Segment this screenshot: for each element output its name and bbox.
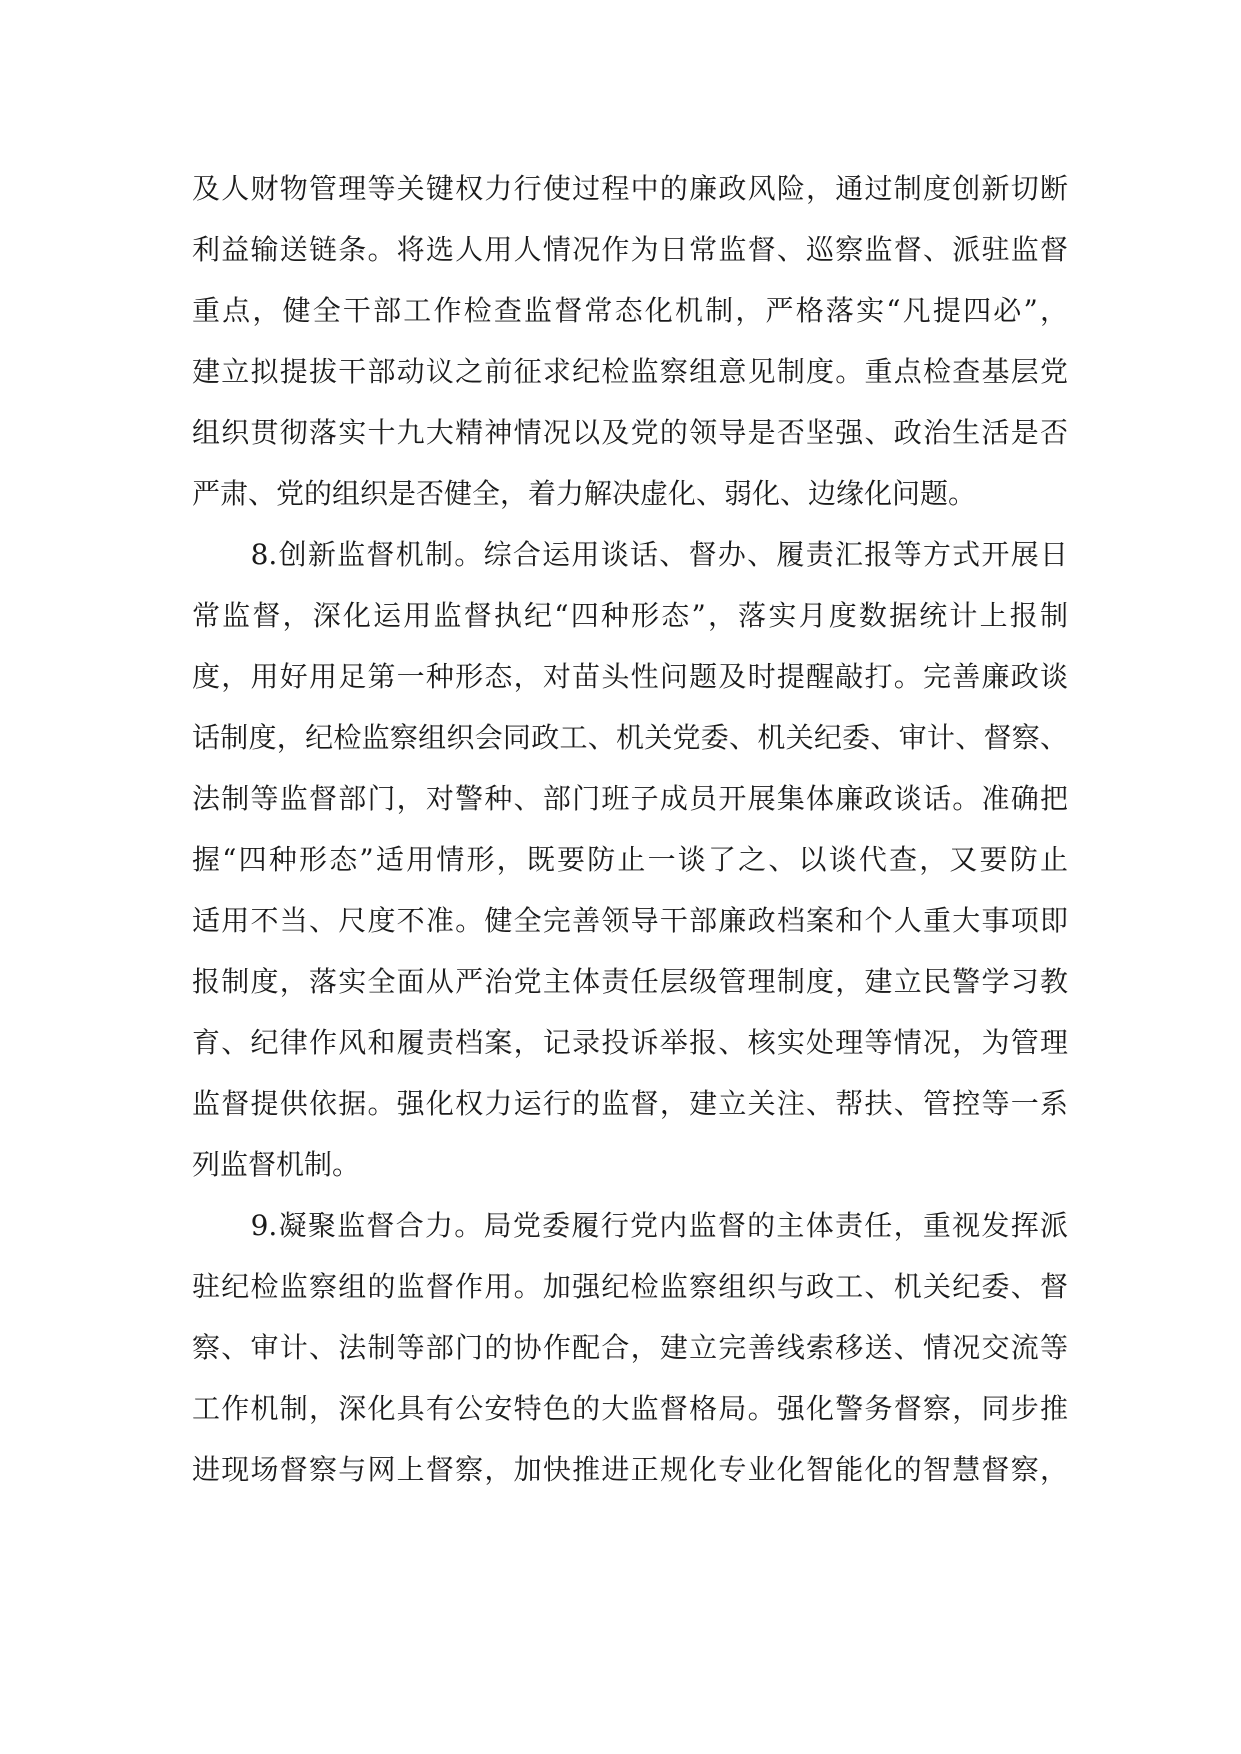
text-line: 监督提供依据。强化权力运行的监督，建立关注、帮扶、管控等一系 [192,1087,1068,1120]
text-line: 利益输送链条。将选人用人情况作为日常监督、巡察监督、派驻监督 [192,233,1068,266]
text-line: 工作机制，深化具有公安特色的大监督格局。强化警务督察，同步推 [192,1392,1068,1425]
text-line: 严肃、党的组织是否健全，着力解决虚化、弱化、边缘化问题。 [192,477,977,510]
text-line: 驻纪检监察组的监督作用。加强纪检监察组织与政工、机关纪委、督 [192,1270,1068,1303]
text-line: 进现场督察与网上督察，加快推进正规化专业化智能化的智慧督察， [192,1453,1068,1486]
text-line: 度，用好用足第一种形态，对苗头性问题及时提醒敲打。完善廉政谈 [192,660,1068,693]
paragraph-9-first-line: 9.凝聚监督合力。局党委履行党内监督的主体责任，重视发挥派 [192,1209,1068,1242]
text-line: 组织贯彻落实十九大精神情况以及党的领导是否坚强、政治生活是否 [192,416,1068,449]
text-line: 话制度，纪检监察组织会同政工、机关党委、机关纪委、审计、督察、 [192,721,1068,754]
text-line: 适用不当、尺度不准。健全完善领导干部廉政档案和个人重大事项即 [192,904,1068,937]
text-line: 法制等监督部门，对警种、部门班子成员开展集体廉政谈话。准确把 [192,782,1068,815]
text-line: 察、审计、法制等部门的协作配合，建立完善线索移送、情况交流等 [192,1331,1068,1364]
text-line: 报制度，落实全面从严治党主体责任层级管理制度，建立民警学习教 [192,965,1068,998]
text-line: 育、纪律作风和履责档案，记录投诉举报、核实处理等情况，为管理 [192,1026,1068,1059]
paragraph-8-first-line: 8.创新监督机制。综合运用谈话、督办、履责汇报等方式开展日 [192,538,1068,571]
document-body [192,158,1068,1500]
text-line: 握“四种形态”适用情形，既要防止一谈了之、以谈代查，又要防止 [192,843,1068,876]
text-line: 及人财物管理等关键权力行使过程中的廉政风险，通过制度创新切断 [192,172,1068,205]
text-line: 重点，健全干部工作检查监督常态化机制，严格落实“凡提四必”， [192,294,1068,327]
text-line: 常监督，深化运用监督执纪“四种形态”，落实月度数据统计上报制 [192,599,1068,632]
text-line: 建立拟提拔干部动议之前征求纪检监察组意见制度。重点检查基层党 [192,355,1068,388]
text-line: 列监督机制。 [192,1148,361,1181]
